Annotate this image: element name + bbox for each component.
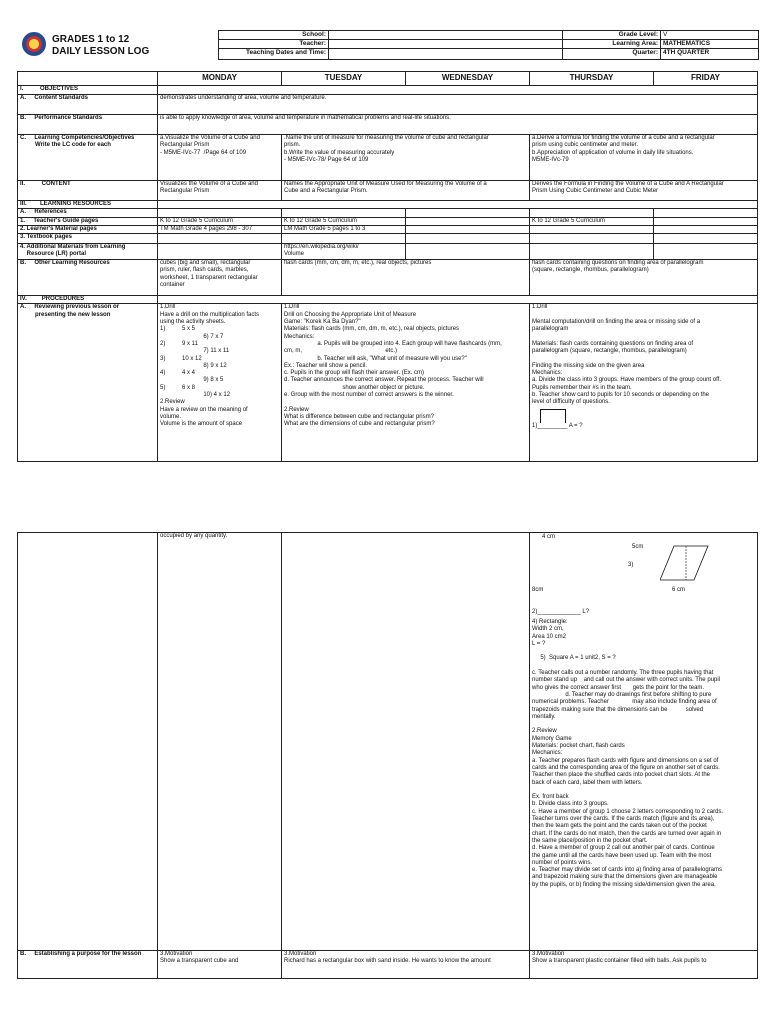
thursday-continued-line: e. Teacher may divide set of cards into a) finding area of parallelograms [532,867,722,874]
monday-drill-line: 7) 11 x 11 [160,348,230,355]
content-label: II. CONTENT [18,181,158,201]
thursday-continued-line: Materials: pocket chart, flash cards [532,743,625,750]
tuesday-drill-line: Drill on Choosing the Appropriate Unit of Measure [284,311,417,318]
day-monday: MONDAY [158,72,282,86]
thursday-continued-line [532,721,755,728]
thursday-continued-line: c. Teacher calls out a number randomly. The three pupils having that [532,670,714,677]
teachers-guide-label: 1. Teacher's Guide pages [18,217,158,225]
reviewing-tuesday [282,304,530,462]
competencies-tuesday: .Name the unit of measure for measuring the volume of cube and rectangular prism. b.Write the value of measuring accurately - M5ME-IVc-78/ Page 64 of 109 [282,135,530,181]
tuesday-drill-line [284,399,527,406]
monday-continued: occupied by any quantity. [158,533,282,951]
day-thursday: THURSDAY [530,72,654,86]
learning-resources-heading: III. LEARNING RESOURCES [18,201,158,209]
day-tuesday: TUESDAY [282,72,406,86]
additional-tuesday: https://en.wikipedia.org/wiki/ Volume [282,244,406,260]
fig-label-8cm: 8cm [532,587,544,593]
thursday-continued-line: Width 2 cm, [532,626,564,633]
thursday-drill-line: Finding the missing side on the given area [532,362,645,369]
day-friday: FRIDAY [654,72,758,86]
grade-level-value: V [661,31,759,40]
monday-drill-line: 6) 7 x 7 [160,333,224,340]
tg-monday: K to 12 Grade 5 Curriculum [158,217,282,225]
reviewing-thursday [530,304,758,462]
thursday-drill-line [532,356,755,363]
thursday-continued-line: number stand up and call out the answer with correct units. The pupil [532,677,720,684]
title-grades: GRADES 1 to 12 [52,34,130,45]
monday-drill-line: 1) 5 x 5 [160,326,196,333]
purpose-thursday: 3.Motivation Show a transparent plastic container filled with balls. Ask pupils to [530,951,758,979]
thursday-continued-line: chart. If the cards do not match, then the cards are turned over again in [532,830,722,837]
content-thursday: Derives the Formula in Finding the Volume of a Cube and A Rectangular Prism Using Cubic Centimeter and Cubic Meter [530,181,758,201]
thursday-continued-line: Teacher turns over the cards. If the cards match (figure and its area), [532,816,715,823]
quarter-value: 4TH QUARTER [661,49,759,60]
thursday-drill-line: 1.Drill [532,304,548,311]
additional-materials-label: 4. Additional Materials from Learning Resource (LR) portal [18,244,158,260]
teacher-field[interactable] [329,40,563,49]
monday-drill-line: using the activity sheets. [160,319,226,326]
monday-drill-line: 3) 10 x 12 [160,355,202,362]
procedures-heading: IV. PROCEDURES [18,296,158,304]
thursday-continued-line: numerical problems. Teacher may also include finding area of [532,699,717,706]
thursday-continued-line: by the pupils, or b) finding the missing side/dimension given the area. [532,881,716,888]
monday-drill-line: Have a drill on the multiplication facts [160,311,260,318]
tuesday-drill-line: d. Teacher announces the correct answer. Repeat the process. Teacher will [284,377,484,384]
tuesday-drill-line: show another object or picture. [284,384,425,391]
thursday-continued-line: the same place/position in the pocket chart. [532,837,648,844]
tuesday-drill-line: b. Teacher will ask, "What unit of measure will you use?" [284,355,467,362]
title-daily-lesson-log: DAILY LESSON LOG [52,46,150,57]
tuesday-drill-line: What is difference between cube and rectangular prism? [284,413,434,420]
monday-drill-line: 4) 4 x 4 [160,370,196,377]
other-resources-label: B. Other Learning Resources [18,260,158,296]
content-standards-text: demonstrates understanding of area, volume and temperature. [158,95,758,115]
day-header-row [18,72,758,86]
monday-drill-line: 9) 8 x 5 [160,377,224,384]
thursday-drill-line: a. Divide the class into 3 groups. Have members of the group count off. [532,377,721,384]
thursday-continued-line: cards and the corresponding area of the figure on another set of cards. [532,764,720,771]
competencies-thursday: a.Derive a formula for finding the volume of a cube and a rectangular prism using cubic centimeter and meter. b.Appreciation of application of volume in daily life situations. M5ME-IVc-79 [530,135,758,181]
thursday-continued-line: and trapezoid making sure that the dimensions given are manageable [532,874,718,881]
learners-material-label: 2. Learner's Material pages [18,225,158,233]
thursday-continued-line: the game until all the cards have been used up. Team with the most [532,852,712,859]
blank-header-cell [18,72,158,86]
objectives-heading: I. OBJECTIVES [18,86,158,95]
thursday-continued-line: 2.Review [532,728,557,735]
content-standards-label: A. Content Standards [18,95,158,115]
monday-drill-line: 8) 9 x 12 [160,362,227,369]
learning-area-label: Learning Area: [563,40,661,49]
monday-drill-line: volume. [160,413,182,420]
tuesday-drill-line: cm, m, etc.) [284,348,398,355]
header-info-table [218,30,759,60]
reviewing-label: A. Reviewing previous lesson or presenting the new lesson [18,304,158,462]
monday-drill-line: 10) 4 x 12 [160,392,231,399]
thursday-continued-line: Memory Game [532,735,572,742]
performance-standards-label: B. Performance Standards [18,115,158,135]
tuesday-drill-line: Materials: flash cards (mm, cm, dm, m, etc.), real objects, pictures [284,326,460,333]
competencies-label: C. Learning Competencies/Objectives Write the LC code for each [18,135,158,181]
monday-drill-line: 1.Drill [160,304,176,311]
thursday-continued-line: trapezoids making sure that the dimensions can be solved [532,706,704,713]
lm-monday: TM Math Grade 4 pages 298 - 307 [158,225,282,233]
thursday-continued-line: Ex. front back [532,794,569,801]
thursday-continued-line: number of points wins. [532,859,593,866]
thursday-continued-line [532,787,755,794]
thursday-drill-line: level of difficulty of questions. [532,399,610,406]
competencies-monday: a.Visualize the Volume of a Cube and Rectangular Prism - M5ME-IVc-77 /Page 64 of 109 [158,135,282,181]
thursday-drill-line: parallelogram (square, rectangle, rhombus, parallelogram) [532,348,687,355]
thursday-continued-line: then the team gets the point and the cards taken out of the pocket [532,823,707,830]
tuesday-drill-line: e. Group with the most number of correct answers is the winner. [284,392,454,399]
thursday-drill-line: b. Teacher show card to pupils for 10 seconds or depending on the [532,392,710,399]
deped-seal-logo [22,32,46,56]
purpose-label: B. Establishing a purpose for the lesson [18,951,158,979]
tuesday-drill-line: What are the dimensions of cube and rectangular prism? [284,421,435,428]
learning-area-value: MATHEMATICS [661,40,759,49]
thursday-continued [530,533,758,951]
fig-label-5cm: 5cm [632,544,644,550]
monday-drill-line: Volume is the amount of space [160,421,243,428]
monday-drill-line: Have a review on the meaning of [160,406,248,413]
performance-standards-text: is able to apply knowledge of area, volume and temperature in mathematical problems and real-life situations. [158,115,758,135]
thursday-drill-line [532,312,755,319]
thursday-continued-line: b. Divide class into 3 groups. [532,801,609,808]
school-field[interactable] [329,31,563,40]
thursday-continued-line: 5) Square A = 1 unit2, S = ? [532,655,616,662]
fig-label-4cm: 4 cm [542,534,556,540]
content-tuesday: Names the Appropriate Unit of Measure Used for Measuring the Volume of a Cube and a Rectangular Prism. [282,181,530,201]
other-resources-tuesday: flash cards (mm, cm, dm, m, etc.), real objects, pictures [282,260,530,296]
parallelogram-figures [532,533,755,619]
tuesday-drill-line: Mechanics: [284,333,315,340]
monday-drill-line: 5) 6 x 8 [160,384,196,391]
thursday-continued-line: a. Teacher prepares flash cards with figure and dimensions on a set of [532,757,719,764]
tuesday-drill-line: c. Pupils in the group will flash their answer. (Ex. cm) [284,370,425,377]
thursday-drill-line: Mechanics: [532,370,563,377]
thursday-continued-line: back of each card, label them with letters. [532,779,643,786]
teaching-dates-field[interactable] [329,49,563,60]
thursday-drill-line: parallelogram [532,326,569,333]
purpose-monday: 3.Motivation Show a transparent cube and [158,951,282,979]
fig-label-2: 2)_____________ L? [532,609,590,615]
content-monday: Visualizes the Volume of a Cube and Rectangular Prism [158,181,282,201]
tuesday-drill-line: Game: "Korek Ka Ba Dyan?" [284,319,361,326]
school-label: School: [219,31,329,40]
parallelogram-icon [660,545,710,581]
thursday-continued-line: Area 10 cm2 [532,633,567,640]
thursday-drill-line: Materials: flash cards containing questions on finding area of [532,340,694,347]
thursday-continued-line [532,663,755,670]
tuesday-drill-line: Ex.: Teacher will show a pencil. [284,362,367,369]
tg-tuesday: K to 12 Grade 5 Curriculum [282,217,406,225]
tg-thursday: K to 12 Grade 5 Curriculum [530,217,654,225]
day-wednesday: WEDNESDAY [406,72,530,86]
lesson-log-table-page2 [17,532,758,979]
purpose-tuesday: 3.Motivation Richard has a rectangular box with sand inside. He wants to know the amount [282,951,530,979]
fig-label-6cm: 6 cm [672,587,686,593]
question-1: 1)_________ A = ? [532,422,583,429]
thursday-drill-line: Mental computation/drill on finding the area or missing side of a [532,319,701,326]
thursday-drill-line [532,334,755,341]
references-label: A. References [18,209,158,217]
missing-side-figure [540,409,566,423]
thursday-continued-line: d. Teacher may do drawings first before shifting to pure [532,691,712,698]
thursday-continued-line: mentally. [532,713,556,720]
tuesday-drill-line: a. Pupils will be grouped into 4. Each group will have flashcards (mm, [284,340,502,347]
tuesday-drill-line: 1.Drill [284,304,300,311]
lesson-log-table [17,71,758,462]
fig-label-3: 3) [628,562,634,568]
thursday-continued-line: Teacher then place the shuffled cards into pocket chart slots. At the [532,772,710,779]
thursday-continued-line: Mechanics: [532,750,563,757]
thursday-continued-line: who gives the correct answer first gets the point for the team. [532,684,705,691]
lm-tuesday: LM Math Grade 5 pages 1 to 3 [282,225,406,233]
monday-drill-line: 2.Review [160,399,185,406]
grade-level-label: Grade Level: [563,31,661,40]
thursday-continued-line: d. Have a member of group 2 call out another pair of cards. Continue [532,845,715,852]
thursday-continued-line [532,648,755,655]
teaching-dates-label: Teaching Dates and Time: [219,49,329,60]
thursday-drill-line: Pupils remember their #s in the team. [532,384,632,391]
thursday-continued-line: L = ? [532,640,546,647]
other-resources-monday: cubes (big and small), rectangular prism, ruler, flash cards, marbles, worksheet, 1 transparent rectangular container [158,260,282,296]
other-resources-thursday: flash cards containing questions on finding area of parallelogram (square, rectangle, rhombus, parallelogram) [530,260,758,296]
monday-drill-line: 2) 9 x 11 [160,340,198,347]
reviewing-monday [158,304,282,462]
thursday-continued-line: 4) Rectangle: [532,619,568,625]
tuesday-drill-line: 2.Review [284,406,309,413]
textbook-label: 3. Textbook pages [18,234,158,244]
thursday-continued-line: c. Have a member of group 1 choose 2 letters corresponding to 2 cards. [532,808,724,815]
teacher-label: Teacher: [219,40,329,49]
quarter-label: Quarter: [563,49,661,60]
